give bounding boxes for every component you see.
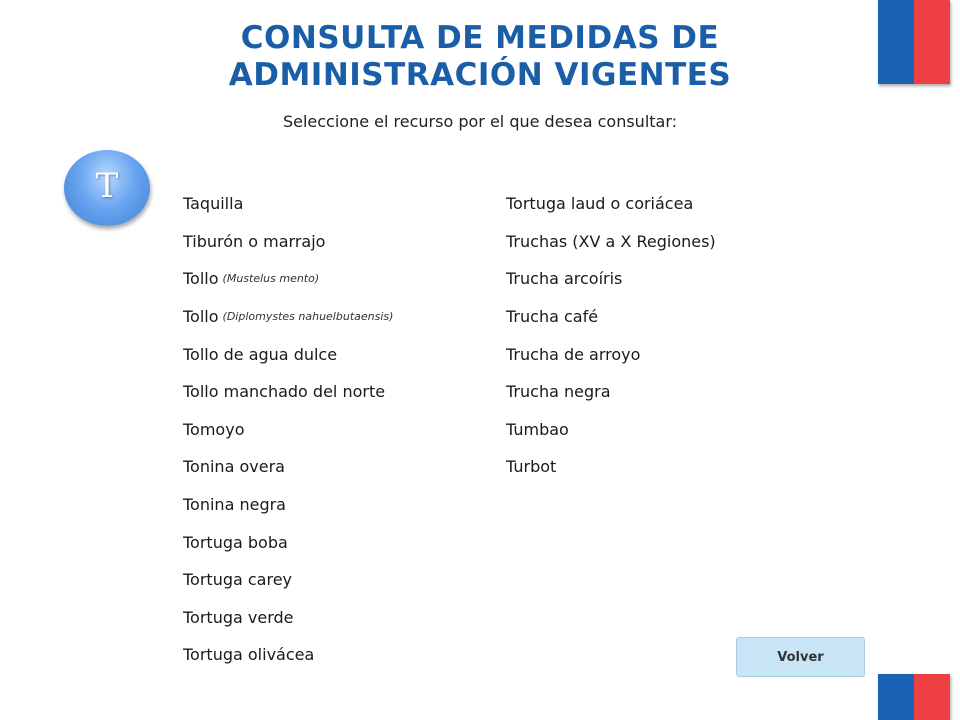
resource-link[interactable]: [183, 561, 393, 599]
resource-list-right: [506, 185, 716, 486]
letter-badge-label: T: [95, 166, 119, 206]
resource-link[interactable]: [506, 411, 716, 449]
back-button[interactable]: Volver: [736, 637, 865, 677]
resource-name: Taquilla: [183, 194, 244, 214]
resource-link[interactable]: [183, 523, 393, 561]
resource-name: Tollo manchado del norte: [183, 382, 386, 402]
page-subtitle: Seleccione el recurso por el que desea consultar:: [282, 112, 678, 131]
resource-name: Tortuga olivácea: [183, 645, 315, 665]
letter-badge: [64, 150, 150, 226]
resource-link[interactable]: [506, 335, 716, 373]
chile-flag-stripe-bottom: [878, 674, 950, 720]
resource-name: Tomoyo: [183, 419, 245, 439]
resource-name: Tonina overa: [183, 457, 285, 477]
title-line-2: ADMINISTRACIÓN VIGENTES: [228, 57, 732, 93]
resource-scientific-name: (Diplomystes nahuelbutaensis): [222, 310, 394, 324]
resource-link[interactable]: [506, 260, 716, 298]
resource-name: Trucha de arroyo: [506, 344, 641, 364]
resource-name: Tumbao: [506, 419, 569, 439]
resource-link[interactable]: [183, 486, 393, 524]
flag-red-band: [914, 0, 950, 84]
resource-link[interactable]: [506, 223, 716, 261]
resource-name: Tortuga carey: [183, 570, 293, 590]
flag-blue-band: [878, 0, 914, 84]
resource-link[interactable]: [183, 185, 393, 223]
flag-red-band: [914, 674, 950, 720]
resource-link[interactable]: [506, 448, 716, 486]
resource-scientific-name: (Mustelus mento): [222, 272, 320, 286]
resource-link[interactable]: [183, 448, 393, 486]
resource-name: Tortuga verde: [183, 607, 294, 627]
resource-link[interactable]: [183, 335, 393, 373]
resource-link[interactable]: [183, 599, 393, 637]
resource-link[interactable]: [183, 223, 393, 261]
resource-name: Turbot: [506, 457, 557, 477]
resource-name: Tonina negra: [183, 495, 286, 515]
resource-name: Tiburón o marrajo: [183, 231, 326, 251]
resource-name: Tollo: [183, 269, 219, 289]
resource-link[interactable]: [183, 636, 393, 674]
resource-link[interactable]: [183, 260, 393, 298]
resource-link[interactable]: [506, 298, 716, 336]
resource-name: Truchas (XV a X Regiones): [506, 231, 716, 251]
resource-name: Trucha café: [506, 307, 599, 327]
resource-link[interactable]: [506, 373, 716, 411]
resource-name: Tortuga laud o coriácea: [506, 194, 694, 214]
resource-name: Tortuga boba: [183, 532, 288, 552]
resource-name: Trucha negra: [506, 382, 611, 402]
resource-name: Tollo: [183, 307, 219, 327]
chile-flag-stripe-top: [878, 0, 950, 84]
resource-link[interactable]: [506, 185, 716, 223]
title-line-1: CONSULTA DE MEDIDAS DE: [240, 20, 720, 56]
resource-list-left: [183, 185, 393, 674]
resource-name: Tollo de agua dulce: [183, 344, 338, 364]
page-title: [150, 20, 810, 94]
resource-name: Trucha arcoíris: [506, 269, 623, 289]
resource-link[interactable]: [183, 373, 393, 411]
resource-link[interactable]: [183, 411, 393, 449]
resource-link[interactable]: [183, 298, 393, 336]
flag-blue-band: [878, 674, 914, 720]
